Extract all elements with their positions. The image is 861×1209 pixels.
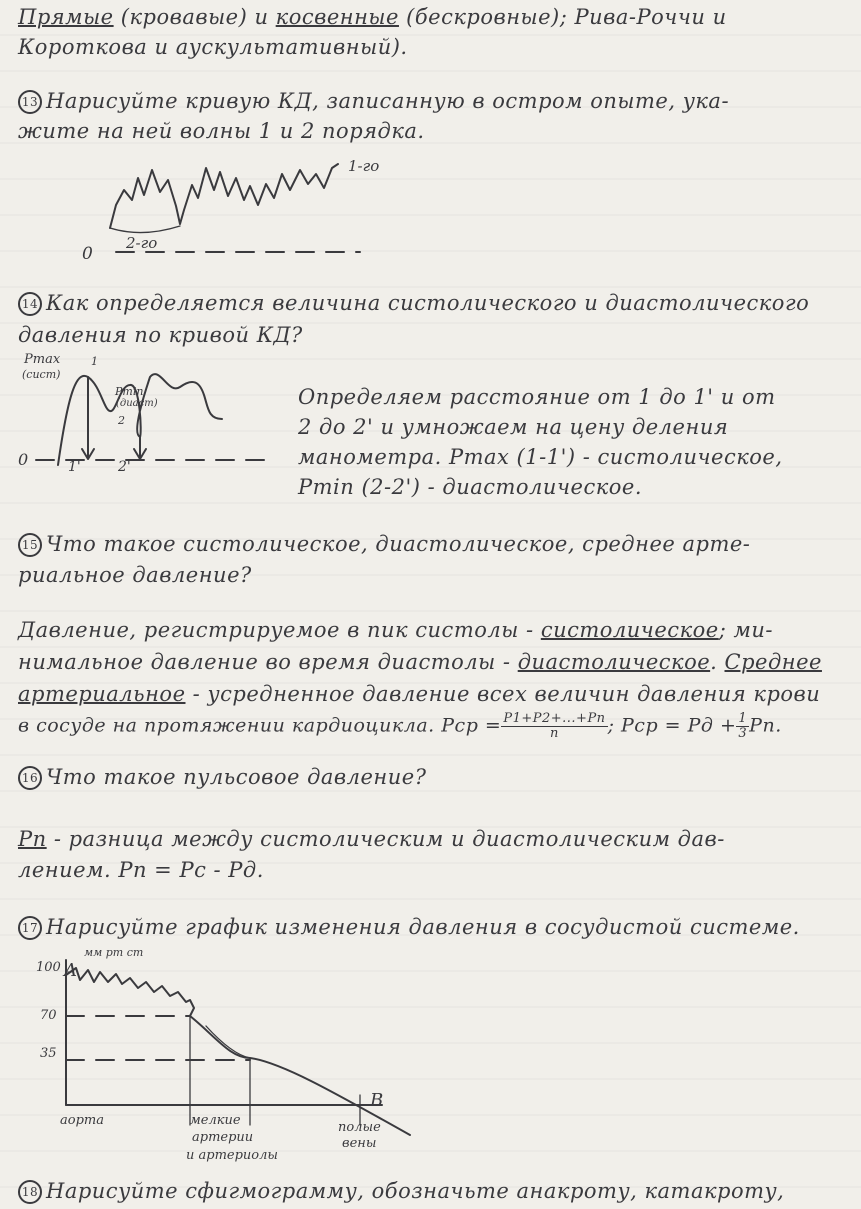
question-number-15: 15 xyxy=(18,533,42,557)
intro-line-2: Короткова и аускультативный). xyxy=(18,35,408,59)
question-18-line-1 xyxy=(18,1178,851,1204)
y-axis-70-label: 70 xyxy=(40,1008,57,1023)
zero-label: 0 xyxy=(82,244,93,264)
pmin-sub-label: (диаст) xyxy=(116,398,158,409)
question-16-line-1 xyxy=(18,764,851,790)
question-13-line-1 xyxy=(18,88,851,114)
answer-14-line-2: 2 до 2' и умножаем на цену деления xyxy=(298,415,729,439)
x-label-aorta: аорта xyxy=(60,1113,104,1128)
question-14-line-2: давления по кривой КД? xyxy=(18,323,303,347)
answer-text: - усредненное давление всех величин давления крови xyxy=(185,682,821,706)
question-number-14: 14 xyxy=(18,292,42,316)
intro-line-1 xyxy=(18,4,851,30)
answer-14-line-3: манометра. Pmax (1-1') - систолическое, xyxy=(298,445,783,469)
term-diastolic: диастолическое xyxy=(517,650,711,674)
x-label-small-arteries-3: и артериолы xyxy=(186,1148,278,1163)
formula-mean-rhs: Pср = Pд + xyxy=(621,714,737,737)
answer-text: ; ми- xyxy=(718,618,773,642)
answer-14-line-4: Pmin (2-2') - диастолическое. xyxy=(298,475,642,499)
question-text: Нарисуйте сфигмограмму, обозначьте анакроту, катакроту, xyxy=(46,1179,785,1203)
formula-denominator: 3 xyxy=(738,726,748,741)
question-number-17: 17 xyxy=(18,916,42,940)
answer-text: в сосуде на протяжении кардиоцикла. xyxy=(18,714,435,737)
x-label-small-arteries-1: мелкие xyxy=(190,1113,241,1128)
intro-text: (бескровные); Рива-Роччи и xyxy=(398,5,727,29)
question-text: Что такое систолическое, диастолическое, среднее арте- xyxy=(46,532,751,556)
term-mean: Среднее xyxy=(724,650,822,674)
pmax-sub-label: (сист) xyxy=(22,368,61,381)
question-13-line-2: жите на ней волны 1 и 2 порядка. xyxy=(18,119,425,143)
question-15-line-2: риальное давление? xyxy=(18,563,252,587)
answer-text: . xyxy=(710,650,725,674)
term-pulse-pressure: Pп xyxy=(18,827,47,851)
x-label-veins-2: вены xyxy=(342,1136,377,1151)
formula-denominator: n xyxy=(550,726,559,741)
formula-separator: ; xyxy=(607,714,615,737)
vascular-pressure-graph-sketch xyxy=(30,950,430,1140)
answer-15-line-2 xyxy=(18,649,851,675)
wave-2-label: 2-го xyxy=(126,234,158,252)
answer-text: нимальное давление во время диастолы - xyxy=(18,650,518,674)
point-1-label: 1 xyxy=(91,355,98,368)
answer-16-line-2: лением. Pп = Pс - Pд. xyxy=(18,858,264,882)
formula-numerator: P1+P2+...+Pn xyxy=(503,711,606,726)
y-axis-100-label: 100 xyxy=(36,960,61,975)
term-systolic: систолическое xyxy=(540,618,719,642)
question-text: Что такое пульсовое давление? xyxy=(46,765,427,789)
answer-15-line-3 xyxy=(18,681,851,707)
question-number-16: 16 xyxy=(18,766,42,790)
point-2-prime-label: 2' xyxy=(118,459,131,475)
answer-text: - разница между систолическим и диастолическим дав- xyxy=(46,827,725,851)
point-a-label: A xyxy=(64,960,77,981)
question-14-line-1 xyxy=(18,290,851,316)
question-number-13: 13 xyxy=(18,90,42,114)
question-text: Как определяется величина систолического и диастолического xyxy=(46,291,810,315)
zero-label: 0 xyxy=(18,450,29,469)
question-17-line-1 xyxy=(18,914,851,940)
y-axis-35-label: 35 xyxy=(40,1046,57,1061)
formula-mean-fraction xyxy=(501,712,607,741)
intro-text: (кровавые) и xyxy=(113,5,276,29)
term-indirect: косвенные xyxy=(275,5,399,29)
point-b-label: B xyxy=(370,1090,384,1111)
formula-third-fraction xyxy=(736,712,749,741)
pmax-label: Pmax xyxy=(24,352,61,367)
formula-numerator: 1 xyxy=(738,711,748,726)
question-15-line-1 xyxy=(18,531,851,557)
answer-14-line-1: Определяем расстояние от 1 до 1' и от xyxy=(298,385,776,409)
question-number-18: 18 xyxy=(18,1180,42,1204)
wave-1-label: 1-го xyxy=(348,157,380,175)
question-text: Нарисуйте график изменения давления в сосудистой системе. xyxy=(46,915,800,939)
term-arterial: артериальное xyxy=(18,682,186,706)
answer-16-line-1 xyxy=(18,826,851,852)
formula-tail: Pп. xyxy=(749,714,782,737)
point-1-prime-label: 1' xyxy=(68,459,81,475)
answer-15-line-1 xyxy=(18,617,851,643)
pmin-label: Pmin xyxy=(115,385,144,398)
point-2-label: 2 xyxy=(118,414,125,427)
question-text: Нарисуйте кривую КД, записанную в остром опыте, ука- xyxy=(46,89,730,113)
x-label-small-arteries-2: артерии xyxy=(192,1130,254,1145)
x-label-veins-1: полые xyxy=(338,1120,381,1135)
answer-15-line-4 xyxy=(18,712,851,741)
y-axis-unit-label: мм рт ст xyxy=(84,946,144,959)
formula-mean-lhs: Pср = xyxy=(441,714,502,737)
answer-text: Давление, регистрируемое в пик систолы - xyxy=(18,618,541,642)
term-direct: Прямые xyxy=(18,5,114,29)
